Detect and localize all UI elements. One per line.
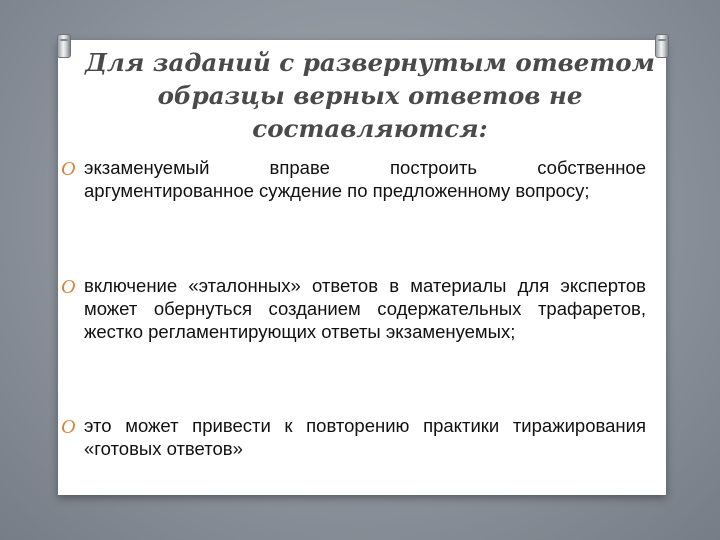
bullet-marker-icon: O	[61, 276, 76, 298]
pushpin-icon	[57, 34, 71, 58]
title-line: Для заданий с развернутым ответом	[85, 48, 655, 77]
bullet-marker-icon: O	[61, 158, 76, 180]
slide-title	[70, 46, 670, 145]
bullet-text: это может привести к повторению практики тиражирования «готовых ответов»	[84, 415, 646, 459]
title-line: составляются:	[252, 114, 488, 143]
bullet-marker-icon: O	[61, 416, 76, 438]
bullet-text: экзаменуемый вправе построить собственное аргументированное суждение по предложенному вопросу;	[84, 157, 646, 201]
title-line: образцы верных ответов не	[157, 81, 583, 110]
bullet-text: включение «эталонных» ответов в материалы для экспертов может обернуться созданием содержательных трафаретов, жестко регламентирующих ответы экзаменуемых;	[84, 275, 646, 342]
